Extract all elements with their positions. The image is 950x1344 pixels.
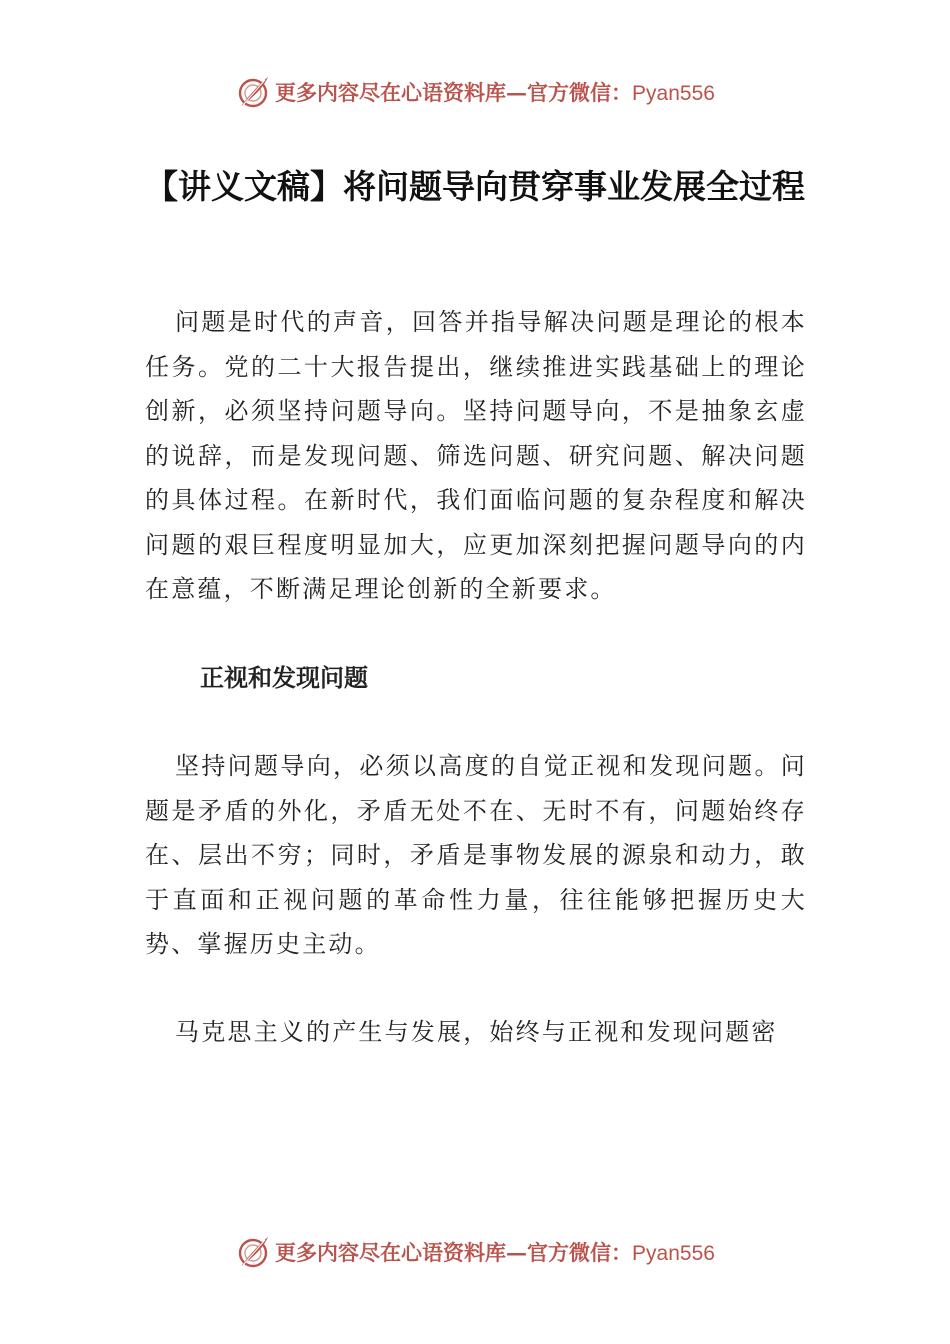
banner-text: 更多内容尽在心语资料库—官方微信：Pyan556 xyxy=(275,80,715,105)
paragraph-intro: 问题是时代的声音，回答并指导解决问题是理论的根本任务。党的二十大报告提出，继续推进实践基础上的理论创新，必须坚持问题导向。坚持问题导向，不是抽象玄虚的说辞，而是发现问题、筛选问题、研究问题、解决问题的具体过程。在新时代，我们面临问题的复杂程度和解决问题的艰巨程度明显加大，应更加深刻把握问题导向的内在意蕴，不断满足理论创新的全新要求。 xyxy=(145,308,807,603)
wechat-handle: Pyan556 xyxy=(632,1242,715,1265)
banner-text: 更多内容尽在心语资料库—官方微信：Pyan556 xyxy=(275,1240,715,1265)
section-subheading: 正视和发现问题 xyxy=(200,664,368,692)
wechat-handle: Pyan556 xyxy=(632,82,715,105)
header-watermark-banner xyxy=(0,70,950,114)
paragraph-section-2: 马克思主义的产生与发展，始终与正视和发现问题密 xyxy=(175,1018,778,1046)
document-title: 【讲义文稿】将问题导向贯穿事业发展全过程 xyxy=(145,167,805,206)
quill-logo-icon xyxy=(235,1234,271,1270)
paragraph-section-1: 坚持问题导向，必须以高度的自觉正视和发现问题。问题是矛盾的外化，矛盾无处不在、无时不有，问题始终存在、层出不穷；同时，矛盾是事物发展的源泉和动力，敢于直面和正视问题的革命性力量，往往能够把握历史大势、掌握历史主动。 xyxy=(145,752,807,958)
quill-logo-icon xyxy=(235,74,271,110)
footer-watermark-banner xyxy=(0,1230,950,1274)
